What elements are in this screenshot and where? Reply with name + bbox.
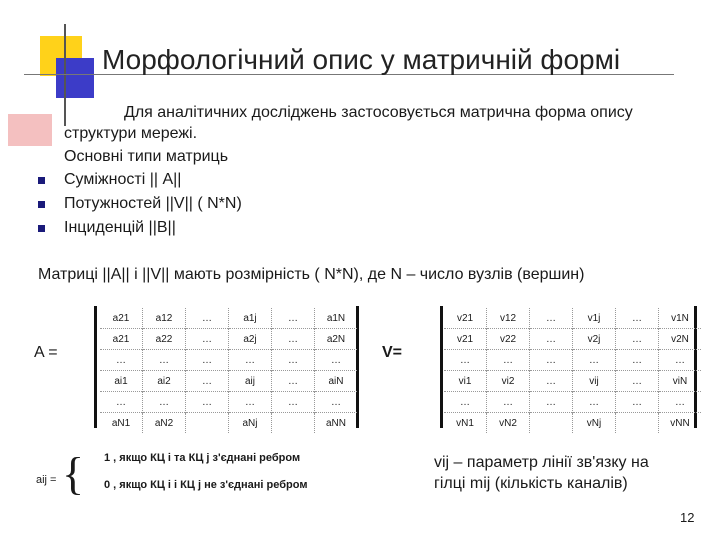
- matrix-cell: …: [186, 371, 229, 392]
- header-vertical-line: [64, 24, 66, 126]
- bullet-icon: [38, 177, 45, 184]
- matrix-cell: …: [530, 350, 573, 371]
- matrix-cell: …: [616, 329, 659, 350]
- page-title: Морфологічний опис у матричній формі: [102, 44, 621, 75]
- matrix-cell: …: [186, 308, 229, 329]
- matrix-cell: …: [143, 392, 186, 413]
- matrix-cell: …: [272, 308, 315, 329]
- matrix-a-left-bar: [94, 306, 97, 428]
- matrix-cell: …: [659, 392, 702, 413]
- matrix-cell: aN2: [143, 413, 186, 434]
- brace-symbol: {: [62, 448, 85, 499]
- matrix-cell: …: [272, 329, 315, 350]
- matrix-row: [444, 329, 701, 350]
- matrix-cell: [186, 413, 229, 434]
- matrix-row: [100, 350, 357, 371]
- matrix-cell: v12: [487, 308, 530, 329]
- matrix-cell: aNN: [315, 413, 358, 434]
- matrix-cell: a21: [112, 312, 130, 324]
- matrix-cell: aN1: [100, 413, 143, 434]
- matrix-cell: …: [229, 350, 272, 371]
- matrix-cell: …: [487, 392, 530, 413]
- v-description-line-2: гілці mij (кількість каналів): [434, 475, 628, 492]
- matrix-cell: aNj: [229, 413, 272, 434]
- matrix-row: [444, 371, 701, 392]
- matrix-cell: …: [616, 371, 659, 392]
- matrix-cell: …: [444, 350, 487, 371]
- matrix-row: [444, 392, 701, 413]
- matrix-row: [444, 413, 701, 434]
- case-not-connected: 0 , якщо КЦ і і КЦ j не з'єднані ребром: [104, 479, 308, 491]
- matrix-cell: ai1: [100, 371, 143, 392]
- matrix-cell: …: [186, 350, 229, 371]
- matrix-cell: a12: [143, 308, 186, 329]
- matrix-v-left-bar: [440, 306, 443, 428]
- matrix-v-label: V=: [382, 344, 403, 361]
- matrix-cell: vNj: [573, 413, 616, 434]
- matrix-cell: [272, 413, 315, 434]
- logo-pink-square: [8, 114, 52, 146]
- matrix-cell: …: [530, 392, 573, 413]
- matrix-cell: a2N: [315, 329, 358, 350]
- dimension-note: Матриці ||A|| і ||V|| мають розмірність ( N*N), де N – число вузлів (вершин): [38, 266, 585, 283]
- matrix-cell: a21: [100, 329, 143, 350]
- bullet-item-adjacency: Суміжності || А||: [64, 171, 182, 188]
- matrix-row: [100, 413, 357, 434]
- matrix-cell: a22: [143, 329, 186, 350]
- intro-line-2: структури мережі.: [64, 125, 198, 142]
- matrix-cell: …: [487, 350, 530, 371]
- matrix-cell: …: [272, 371, 315, 392]
- matrix-cell: …: [530, 371, 573, 392]
- logo-blue-square: [56, 58, 94, 98]
- aij-label: aij =: [36, 474, 57, 486]
- matrix-cell: [530, 413, 573, 434]
- matrix-cell: …: [143, 350, 186, 371]
- matrix-cell: …: [100, 350, 143, 371]
- matrix-cell: a2j: [229, 329, 272, 350]
- matrix-cell: v2N: [659, 329, 702, 350]
- page-number: 12: [680, 510, 695, 525]
- matrix-cell: …: [616, 392, 659, 413]
- matrix-cell: [616, 413, 659, 434]
- matrix-a: [100, 308, 357, 433]
- matrix-cell: vi1: [444, 371, 487, 392]
- bullet-item-incidence: Інциденцій ||B||: [64, 219, 176, 236]
- matrix-cell: v1N: [659, 308, 702, 329]
- matrix-cell: …: [530, 329, 573, 350]
- matrix-row: [100, 329, 357, 350]
- matrix-cell: v2j: [573, 329, 616, 350]
- matrix-cell: …: [315, 350, 358, 371]
- matrix-cell: a1N: [315, 308, 358, 329]
- bullet-item-capacity: Потужностей ||V|| ( N*N): [64, 195, 242, 212]
- matrix-cell: v21: [444, 329, 487, 350]
- matrix-cell: …: [272, 392, 315, 413]
- matrix-cell: vN2: [487, 413, 530, 434]
- case-connected: 1 , якщо КЦ і та КЦ j з'єднані ребром: [104, 452, 301, 464]
- matrix-cell: …: [186, 392, 229, 413]
- matrix-cell: viN: [659, 371, 702, 392]
- matrix-cell: …: [573, 392, 616, 413]
- intro-line-1: Для аналітичних досліджень застосовується матрична форма опису: [124, 104, 633, 121]
- bullet-icon: [38, 225, 45, 232]
- bullet-icon: [38, 201, 45, 208]
- matrix-cell: aiN: [315, 371, 358, 392]
- matrix-cell: …: [229, 392, 272, 413]
- matrix-cell: a1j: [229, 308, 272, 329]
- matrix-cell: aij: [229, 371, 272, 392]
- matrix-cell: …: [530, 308, 573, 329]
- matrix-cell: …: [573, 350, 616, 371]
- matrix-row: [100, 371, 357, 392]
- matrix-cell: v22: [487, 329, 530, 350]
- matrix-cell: …: [616, 308, 659, 329]
- matrix-cell: vN1: [444, 413, 487, 434]
- matrix-cell: …: [186, 329, 229, 350]
- matrix-cell: vij: [573, 371, 616, 392]
- matrix-cell: …: [444, 392, 487, 413]
- matrix-cell: v1j: [573, 308, 616, 329]
- matrix-cell: …: [100, 392, 143, 413]
- matrix-row: [444, 308, 701, 329]
- matrix-cell: vi2: [487, 371, 530, 392]
- matrix-v: [444, 308, 701, 433]
- matrix-cell: vNN: [659, 413, 702, 434]
- intro-line-3: Основні типи матриць: [64, 148, 229, 165]
- matrix-a-label: A =: [34, 344, 58, 361]
- matrix-row: [444, 350, 701, 371]
- matrix-cell: …: [272, 350, 315, 371]
- matrix-cell: ai2: [143, 371, 186, 392]
- matrix-row: [100, 392, 357, 413]
- matrix-row: [100, 308, 357, 329]
- v-description-line-1: vij – параметр лінії зв'язку на: [434, 454, 649, 471]
- matrix-cell: v21: [456, 312, 474, 324]
- matrix-cell: …: [616, 350, 659, 371]
- matrix-cell: …: [659, 350, 702, 371]
- matrix-cell: …: [315, 392, 358, 413]
